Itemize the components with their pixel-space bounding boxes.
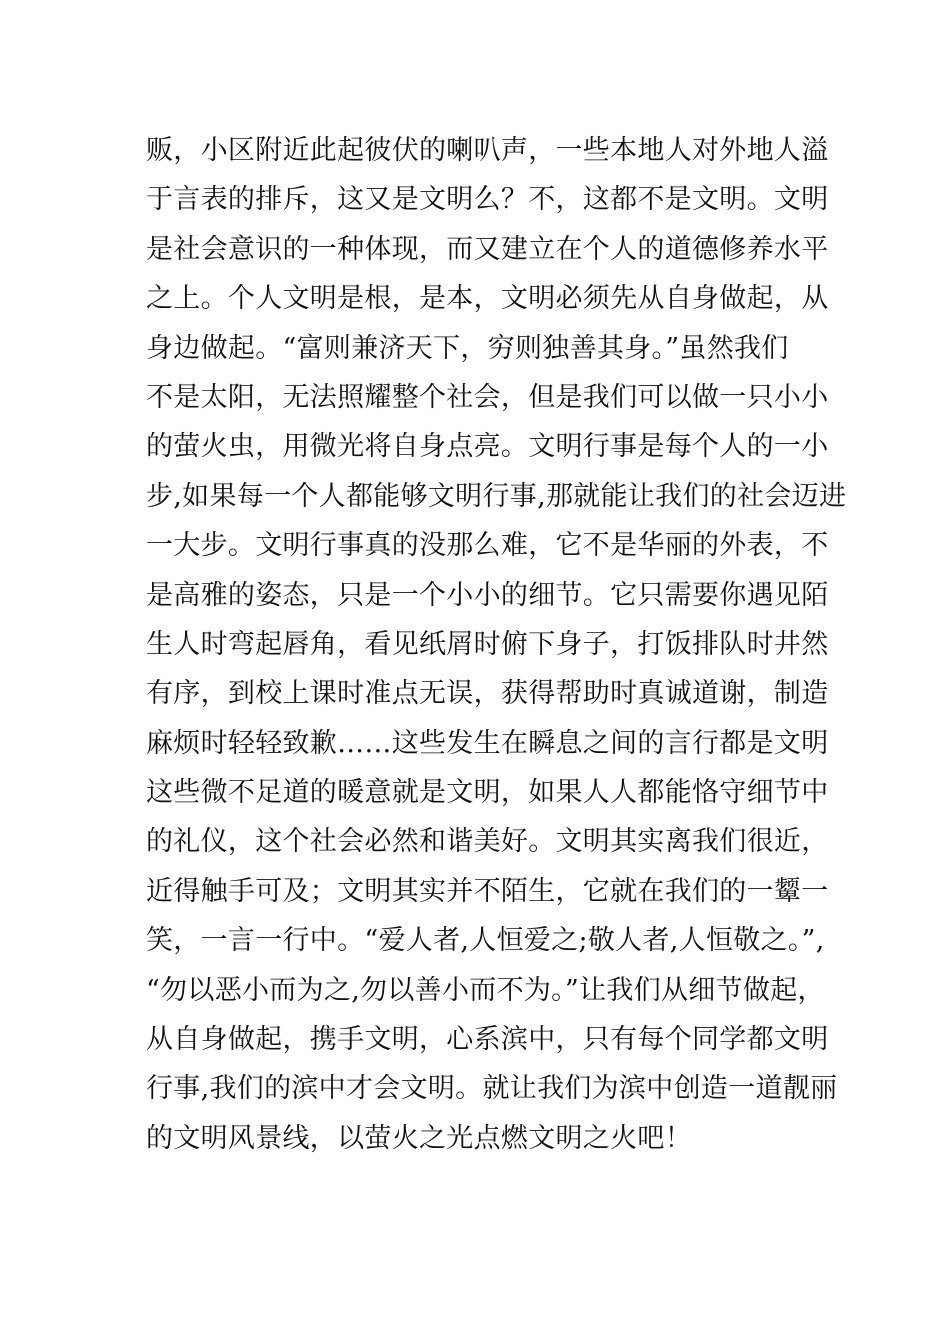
text-line-3: 是社会意识的一种体现，而又建立在个人的道德修养水平 [146, 233, 829, 265]
text-line-21: 的文明风景线，以萤火之光点燃文明之火吧！ [146, 1122, 692, 1154]
text-line-4: 之上。个人文明是根，是本，文明必须先从自身做起，从 [146, 283, 829, 315]
text-line-8: 步,如果每一个人都能够文明行事,那就能让我们的社会迈进 [146, 480, 847, 512]
body-text [146, 126, 846, 1163]
text-line-2: 于言表的排斥，这又是文明么？不，这都不是文明。文明 [146, 184, 829, 216]
text-line-14: 这些微不足道的暖意就是文明，如果人人都能恪守细节中 [146, 777, 829, 809]
text-line-16: 近得触手可及；文明其实并不陌生，它就在我们的一颦一 [146, 875, 829, 907]
text-line-9: 一大步。文明行事真的没那么难，它不是华丽的外表，不 [146, 530, 829, 562]
text-line-7: 的萤火虫，用微光将自身点亮。文明行事是每个人的一小 [146, 431, 829, 463]
text-line-15: 的礼仪，这个社会必然和谐美好。文明其实离我们很近， [146, 826, 829, 858]
text-line-17: 笑，一言一行中。“爱人者,人恒爱之;敬人者,人恒敬之。”, [146, 925, 825, 957]
text-line-5: 身边做起。“富则兼济天下，穷则独善其身。”虽然我们 [146, 332, 789, 364]
text-line-12: 有序，到校上课时准点无误，获得帮助时真诚道谢，制造 [146, 678, 829, 710]
text-line-20: 行事,我们的滨中才会文明。就让我们为滨中创造一道靓丽 [146, 1073, 838, 1105]
text-line-18: “勿以恶小而为之,勿以善小而不为。”让我们从细节做起， [146, 974, 825, 1006]
text-line-1: 贩，小区附近此起彼伏的喇叭声，一些本地人对外地人溢 [146, 135, 829, 166]
text-line-10: 是高雅的姿态，只是一个小小的细节。它只需要你遇见陌 [146, 579, 829, 611]
text-line-13: 麻烦时轻轻致歉……这些发生在瞬息之间的言行都是文明 [146, 727, 829, 759]
text-line-11: 生人时弯起唇角，看见纸屑时俯下身子，打饭排队时井然 [146, 628, 829, 660]
text-line-6: 不是太阳，无法照耀整个社会，但是我们可以做一只小小 [146, 381, 829, 413]
text-line-19: 从自身做起，携手文明，心系滨中，只有每个同学都文明 [146, 1024, 829, 1056]
